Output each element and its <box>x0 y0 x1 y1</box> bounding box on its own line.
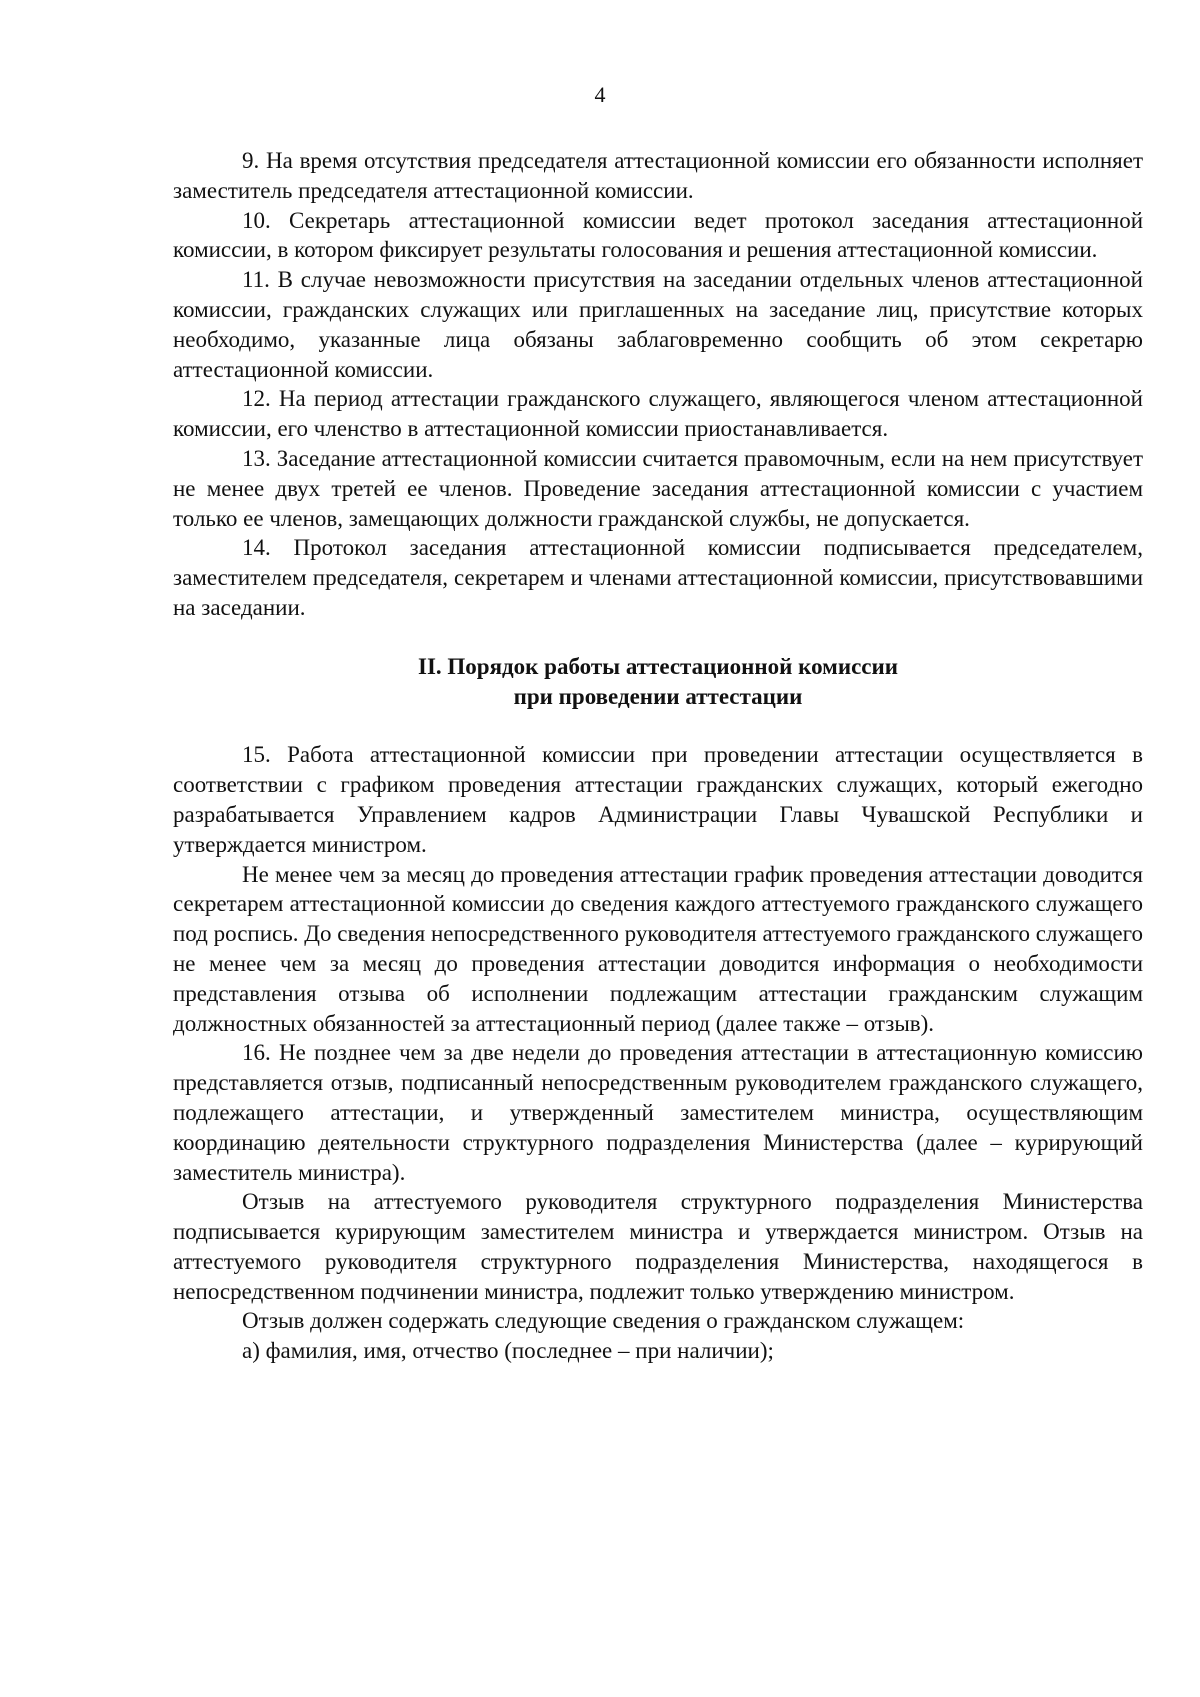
paragraph-16: 16. Не позднее чем за две недели до проведения аттестации в аттестационную комиссию представляется отзыв, подписанный непосредственным руководителем гражданского служащего, подлежащего аттестации, и утвержденный заместителем министра, осуществляющим координацию деятельности структурного подразделения Министерства (далее – курирующий заместитель министра). <box>173 1040 1143 1185</box>
paragraph-13: 13. Заседание аттестационной комиссии считается правомочным, если на нем присутствует не менее двух третей ее членов. Проведение заседания аттестационной комиссии с участием только ее членов, замещающих должности гражданской службы, не допускается. <box>173 445 1143 531</box>
paragraph-15: 15. Работа аттестационной комиссии при проведении аттестации осуществляется в соответствии с графиком проведения аттестации гражданских служащих, который ежегодно разрабатывается Управлением кадров Администрации Главы Чувашской Республики и утверждается министром. <box>173 742 1143 857</box>
paragraph-9: 9. На время отсутствия председателя аттестационной комиссии его обязанности исполняет заместитель председателя аттестационной комиссии. <box>173 148 1143 203</box>
document-body <box>173 146 1143 1366</box>
paragraph-16-review: Отзыв на аттестуемого руководителя структурного подразделения Министерства подписывается курирующим заместителем министра и утверждается министром. Отзыв на аттестуемого руководителя структурного подразделения Министерства, находящегося в непосредственном подчинении министра, подлежит только утверждению министром. <box>173 1189 1143 1304</box>
section-heading-line-1: II. Порядок работы аттестационной комиссии <box>418 653 898 679</box>
section-heading <box>173 652 1143 712</box>
paragraph-16-contents: Отзыв должен содержать следующие сведения о гражданском служащем: <box>242 1308 965 1334</box>
paragraph-11: 11. В случае невозможности присутствия на заседании отдельных членов аттестационной комиссии, гражданских служащих или приглашенных на заседание лиц, присутствие которых необходимо, указанные лица обязаны заблаговременно сообщить об этом секретарю аттестационной комиссии. <box>173 267 1143 382</box>
paragraph-12: 12. На период аттестации гражданского служащего, являющегося членом аттестационной комиссии, его членство в аттестационной комиссии приостанавливается. <box>173 386 1143 442</box>
list-item-a: а) фамилия, имя, отчество (последнее – при наличии); <box>242 1338 774 1364</box>
paragraph-10: 10. Секретарь аттестационной комиссии ведет протокол заседания аттестационной комиссии, в котором фиксирует результаты голосования и решения аттестационной комиссии. <box>173 207 1143 263</box>
section-heading-line-2: при проведении аттестации <box>513 683 803 709</box>
page-number: 4 <box>594 82 606 107</box>
paragraph-15-schedule: Не менее чем за месяц до проведения аттестации график проведения аттестации доводится секретарем аттестационной комиссии до сведения каждого аттестуемого гражданского служащего под роспись. До сведения непосредственного руководителя аттестуемого гражданского служащего не менее чем за месяц до проведения аттестации доводится информация о необходимости представления отзыва об исполнении подлежащим аттестации гражданским служащим должностных обязанностей за аттестационный период (далее также – отзыв). <box>173 861 1143 1036</box>
paragraph-14: 14. Протокол заседания аттестационной комиссии подписывается председателем, заместителем председателя, секретарем и членами аттестационной комиссии, присутствовавшими на заседании. <box>173 535 1143 620</box>
